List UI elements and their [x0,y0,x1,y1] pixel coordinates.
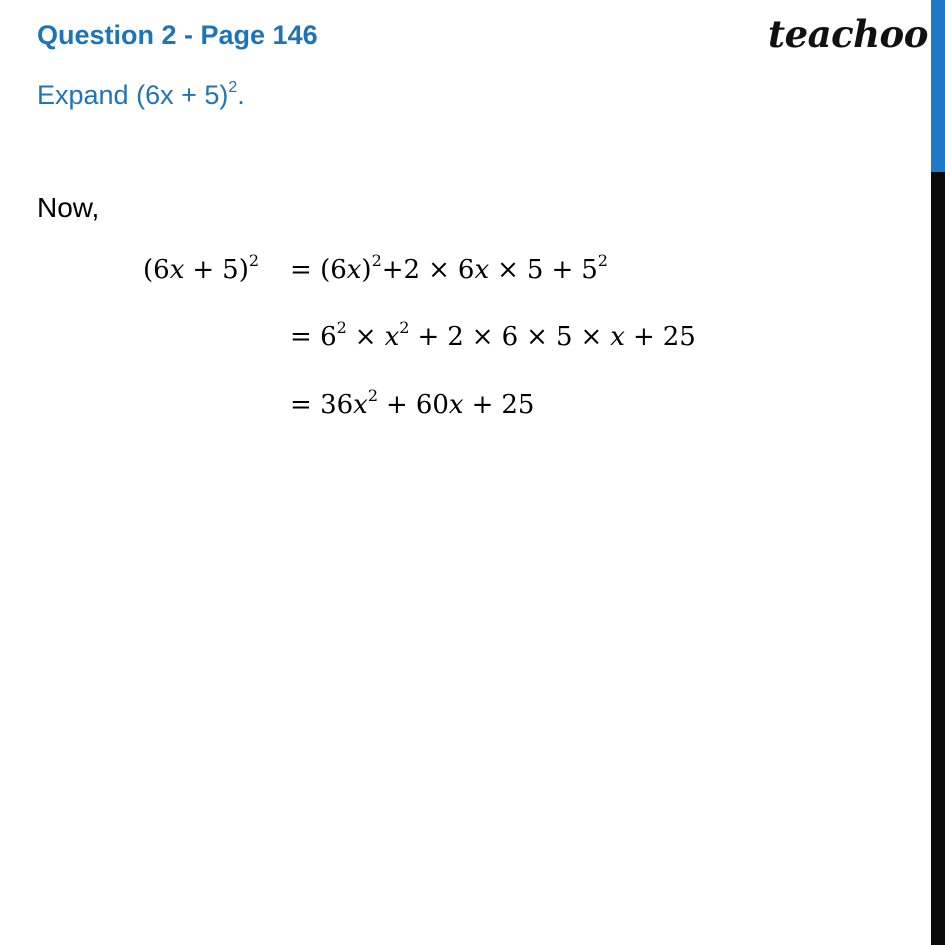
question-text [37,80,245,111]
row3-term-c: 25 [501,390,535,420]
row1-term-e: 5 [581,255,598,285]
lhs-five: 5 [222,255,239,285]
lhs-paren-close: ) [238,255,249,285]
row1-term-a: (6 [320,255,347,285]
question-end: . [237,80,245,110]
row2-times-2: × [471,322,494,352]
row3-term-b-x: x [448,390,464,420]
row2-times-3: × [526,322,548,352]
question-body: Expand (6x + 5) [37,80,229,110]
question-title: Question 2 - Page 146 [37,20,318,50]
equation-row-3 [290,386,535,420]
row2-term-a-exp: 2 [336,318,347,337]
row3-term-b: 60 [415,390,449,420]
row2-term-g: 25 [662,322,696,352]
lhs-x: x [169,255,185,285]
row1-term-b: +2 [381,255,421,285]
row2-equals: = [290,322,312,352]
row2-term-c: 2 [447,322,464,352]
row2-term-f-x: x [610,322,625,352]
row1-equals: = [290,255,312,285]
row2-times-4: × [580,322,603,352]
row1-term-a-exp: 2 [371,251,382,270]
solution-intro: Now, [37,192,100,223]
row1-term-e-exp: 2 [597,251,608,270]
question-exponent: 2 [228,79,238,96]
row2-term-b-exp: 2 [399,318,410,337]
row2-term-d: 6 [501,322,519,352]
lhs-exponent: 2 [248,251,260,270]
row3-equals: = [290,390,312,420]
row2-plus-2: + [632,322,655,352]
row3-term-a-exp: 2 [367,386,379,405]
row3-plus-2: + [471,390,494,420]
row1-term-a-x: x [346,255,362,285]
teachoo-logo[interactable]: teachoo [768,12,928,56]
row1-term-c-x: x [474,255,490,285]
lhs-plus: + [192,255,215,285]
row3-plus-1: + [386,390,408,420]
equation-row-1 [290,251,608,285]
equation-row-2 [290,318,696,352]
row1-times-2: × [497,255,519,285]
row1-term-a-close: ) [361,255,372,285]
lhs-paren-open: ( [143,255,154,285]
lhs-six: 6 [153,255,170,285]
row1-times-1: × [428,255,450,285]
equation-lhs [143,251,260,285]
row2-term-a: 6 [320,322,337,352]
row1-plus: + [551,255,574,285]
row3-term-a-x: x [353,390,368,420]
row2-term-b-x: x [384,322,400,352]
row1-term-c: 6 [457,255,475,285]
row1-term-d: 5 [526,255,544,285]
row2-times-1: × [354,322,377,352]
row2-plus-1: + [417,322,440,352]
row3-term-a: 36 [320,390,354,420]
row2-term-e: 5 [555,322,573,352]
scrollbar-thumb[interactable] [931,0,945,172]
